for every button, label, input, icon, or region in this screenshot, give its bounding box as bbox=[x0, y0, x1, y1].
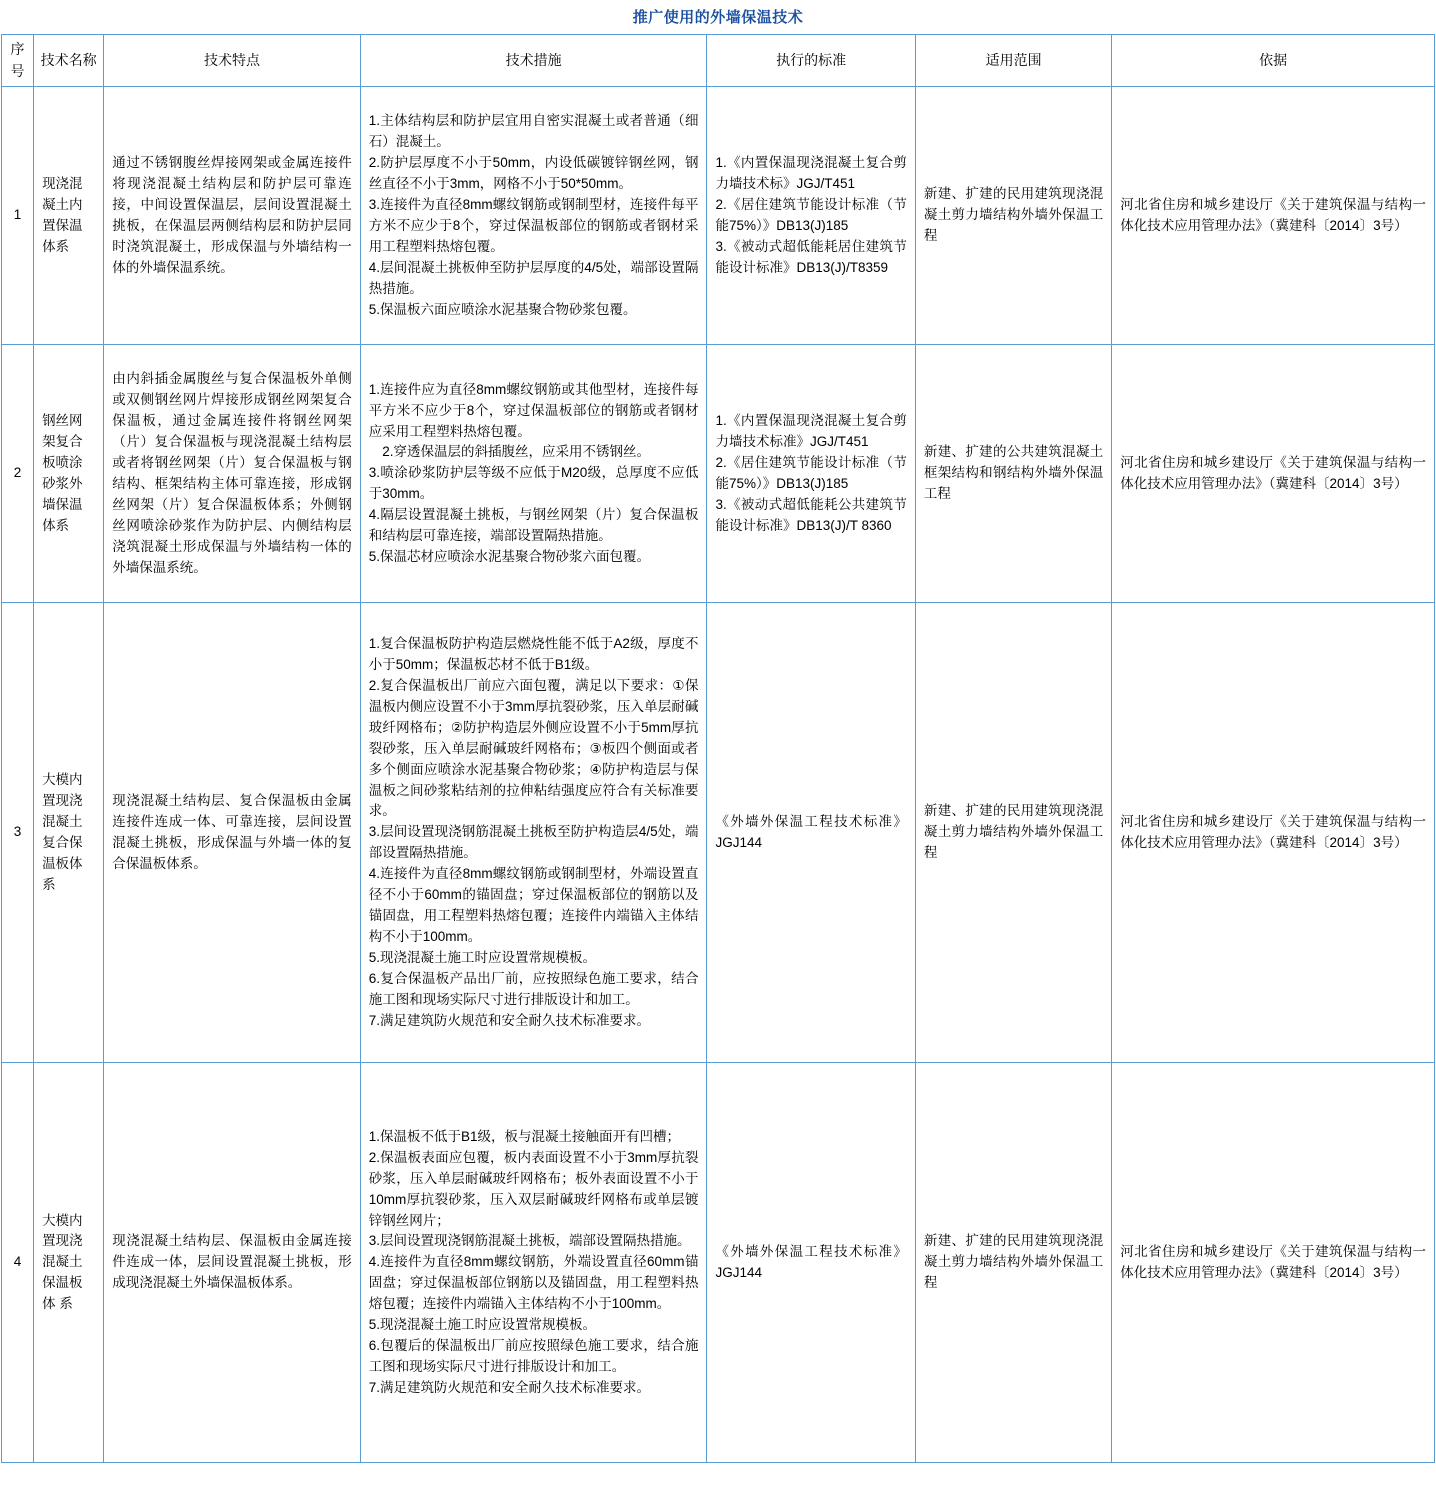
text-line: 3.喷涂砂浆防护层等级不应低于M20级，总厚度不应低于30mm。 bbox=[368, 465, 699, 502]
row-scope: 新建、扩建的民用建筑现浇混凝土剪力墙结构外墙外保温工程 bbox=[915, 87, 1111, 345]
row-tech-name: 大模内置现浇混凝土保温板体 系 bbox=[34, 1063, 104, 1463]
row-basis: 河北省住房和城乡建设厅《关于建筑保温与结构一体化技术应用管理办法》（冀建科〔2014〕3号） bbox=[1112, 1063, 1435, 1463]
text-line: 1.《内置保温现浇混凝土复合剪力墙技术标》JGJ/T451 bbox=[715, 155, 907, 192]
row-tech-features: 由内斜插金属腹丝与复合保温板外单侧或双侧钢丝网片焊接形成钢丝网架复合保温板，通过金属连接件将钢丝网架（片）复合保温板与现浇混凝土结构层或者将钢丝网架（片）复合保温板与钢结构、框架结构主体可靠连接，形成钢丝网架（片）复合保温板体系；外侧钢丝网喷涂砂浆作为防护层、内侧结构层浇筑混凝土形成保温与外墙结构一体的外墙保温系统。 bbox=[104, 345, 361, 603]
column-header-standards: 执行的标准 bbox=[707, 35, 915, 87]
table-row bbox=[2, 345, 1435, 603]
text-line: 3.《被动式超低能耗居住建筑节能设计标准》DB13(J)/T8359 bbox=[715, 238, 907, 275]
row-no: 3 bbox=[2, 603, 34, 1063]
text-line: 3.《被动式超低能耗公共建筑节能设计标准》DB13(J)/T 8360 bbox=[715, 496, 907, 533]
text-line: 《外墙外保温工程技术标准》JGJ144 bbox=[715, 813, 907, 850]
text-line: 1.《内置保温现浇混凝土复合剪力墙技术标准》JGJ/T451 bbox=[715, 413, 907, 450]
text-line: 6.复合保温板产品出厂前，应按照绿色施工要求，结合施工图和现场实际尺寸进行排版设计和加工。 bbox=[368, 970, 699, 1007]
row-tech-features: 通过不锈钢腹丝焊接网架或金属连接件将现浇混凝土结构层和防护层可靠连接，中间设置保温层，层间设置混凝土挑板，在保温层两侧结构层和防护层同时浇筑混凝土，形成保温与外墙结构一体的外墙保温系统。 bbox=[104, 87, 361, 345]
table-header-row bbox=[2, 35, 1435, 87]
text-line: 5.保温板六面应喷涂水泥基聚合物砂浆包覆。 bbox=[368, 301, 637, 317]
row-standards bbox=[707, 345, 915, 603]
text-line: 3.连接件为直径8mm螺纹钢筋或钢制型材，连接件每平方米不应少于8个，穿过保温板部位的钢筋或者钢材采用工程塑料热熔包覆。 bbox=[368, 196, 699, 254]
text-line: 4.隔层设置混凝土挑板，与钢丝网架（片）复合保温板和结构层可靠连接，端部设置隔热措施。 bbox=[368, 507, 699, 544]
technology-table bbox=[1, 34, 1435, 1463]
text-line: 2.复合保温板出厂前应六面包覆，满足以下要求：①保温板内侧应设置不小于3mm厚抗裂砂浆，压入单层耐碱玻纤网格布；②防护构造层外侧应设置不小于5mm厚抗裂砂浆，压入单层耐碱玻纤网格布；③板四个侧面或者多个侧面应喷涂水泥基聚合物砂浆；④防护构造层与保温板之间砂浆粘结剂的拉伸粘结强度应符合有关标准要求。 bbox=[368, 677, 699, 819]
row-no: 4 bbox=[2, 1063, 34, 1463]
text-line: 1.保温板不低于B1级，板与混凝土接触面开有凹槽； bbox=[368, 1128, 681, 1144]
text-line: 7.满足建筑防火规范和安全耐久技术标准要求。 bbox=[368, 1379, 650, 1395]
text-line: 2.防护层厚度不小于50mm，内设低碳镀锌钢丝网，钢丝直径不小于3mm，网格不小于50*50mm。 bbox=[368, 155, 699, 192]
column-header-basis: 依据 bbox=[1112, 35, 1435, 87]
row-standards bbox=[707, 1063, 915, 1463]
table-body bbox=[2, 87, 1435, 1463]
row-tech-measures bbox=[360, 1063, 707, 1463]
text-line: 5.保温芯材应喷涂水泥基聚合物砂浆六面包覆。 bbox=[368, 549, 650, 565]
row-no: 1 bbox=[2, 87, 34, 345]
row-basis: 河北省住房和城乡建设厅《关于建筑保温与结构一体化技术应用管理办法》（冀建科〔2014〕3号） bbox=[1112, 345, 1435, 603]
row-no: 2 bbox=[2, 345, 34, 603]
text-line: 5.现浇混凝土施工时应设置常规模板。 bbox=[368, 1317, 596, 1333]
table-header bbox=[2, 35, 1435, 87]
text-line: 2.《居住建筑节能设计标准（节能75%）》DB13(J)185 bbox=[715, 454, 907, 491]
text-line: 3.层间设置现浇钢筋混凝土挑板至防护构造层4/5处，端部设置隔热措施。 bbox=[368, 824, 699, 861]
row-tech-features: 现浇混凝土结构层、复合保温板由金属连接件连成一体、可靠连接，层间设置混凝土挑板，形成保温与外墙一体的复合保温板体系。 bbox=[104, 603, 361, 1063]
text-line: 4.层间混凝土挑板伸至防护层厚度的4/5处，端部设置隔热措施。 bbox=[368, 259, 699, 296]
row-tech-features: 现浇混凝土结构层、保温板由金属连接件连成一体，层间设置混凝土挑板，形成现浇混凝土外墙保温板体系。 bbox=[104, 1063, 361, 1463]
text-line: 7.满足建筑防火规范和安全耐久技术标准要求。 bbox=[368, 1012, 650, 1028]
row-scope: 新建、扩建的民用建筑现浇混凝土剪力墙结构外墙外保温工程 bbox=[915, 603, 1111, 1063]
text-line: 《外墙外保温工程技术标准》JGJ144 bbox=[715, 1243, 907, 1280]
text-line: 4.连接件为直径8mm螺纹钢筋或钢制型材，外端设置直径不小于60mm的锚固盘；穿过保温板部位的钢筋以及锚固盘，用工程塑料热熔包覆；连接件内端锚入主体结构不小于100mm。 bbox=[368, 866, 699, 945]
row-tech-name: 钢丝网架复合板喷涂砂浆外墙保温体系 bbox=[34, 345, 104, 603]
table-row bbox=[2, 87, 1435, 345]
text-line: 2.保温板表面应包覆，板内表面设置不小于3mm厚抗裂砂浆，压入单层耐碱玻纤网格布；板外表面设置不小于10mm厚抗裂砂浆，压入双层耐碱玻纤网格布或单层镀锌钢丝网片； bbox=[368, 1149, 699, 1228]
text-line: 3.层间设置现浇钢筋混凝土挑板，端部设置隔热措施。 bbox=[368, 1233, 691, 1249]
text-line: 2.穿透保温层的斜插腹丝，应采用不锈钢丝。 bbox=[368, 444, 650, 460]
page-title: 推广使用的外墙保温技术 bbox=[632, 9, 804, 26]
column-header-features: 技术特点 bbox=[104, 35, 361, 87]
row-basis: 河北省住房和城乡建设厅《关于建筑保温与结构一体化技术应用管理办法》（冀建科〔2014〕3号） bbox=[1112, 87, 1435, 345]
row-standards bbox=[707, 603, 915, 1063]
text-line: 2.《居住建筑节能设计标准（节能75%）》DB13(J)185 bbox=[715, 196, 907, 233]
row-basis: 河北省住房和城乡建设厅《关于建筑保温与结构一体化技术应用管理办法》（冀建科〔2014〕3号） bbox=[1112, 603, 1435, 1063]
text-line: 6.包覆后的保温板出厂前应按照绿色施工要求，结合施工图和现场实际尺寸进行排版设计和加工。 bbox=[368, 1338, 699, 1375]
text-line: 1.主体结构层和防护层宜用自密实混凝土或者普通（细石）混凝土。 bbox=[368, 113, 699, 150]
row-tech-measures bbox=[360, 87, 707, 345]
column-header-measures: 技术措施 bbox=[360, 35, 707, 87]
row-tech-measures bbox=[360, 345, 707, 603]
row-scope: 新建、扩建的公共建筑混凝土框架结构和钢结构外墙外保温工程 bbox=[915, 345, 1111, 603]
row-tech-name: 现浇混凝土内置保温体系 bbox=[34, 87, 104, 345]
table-row bbox=[2, 603, 1435, 1063]
text-line: 1.复合保温板防护构造层燃烧性能不低于A2级，厚度不小于50mm；保温板芯材不低于B1级。 bbox=[368, 636, 699, 673]
row-tech-measures bbox=[360, 603, 707, 1063]
row-standards bbox=[707, 87, 915, 345]
column-header-name: 技术名称 bbox=[34, 35, 104, 87]
column-header-no: 序号 bbox=[2, 35, 34, 87]
column-header-scope: 适用范围 bbox=[915, 35, 1111, 87]
row-scope: 新建、扩建的民用建筑现浇混凝土剪力墙结构外墙外保温工程 bbox=[915, 1063, 1111, 1463]
table-row bbox=[2, 1063, 1435, 1463]
text-line: 1.连接件应为直径8mm螺纹钢筋或其他型材，连接件每平方米不应少于8个，穿过保温板部位的钢筋或者钢材应采用工程塑料热熔包覆。 bbox=[368, 381, 699, 439]
text-line: 5.现浇混凝土施工时应设置常规模板。 bbox=[368, 949, 596, 965]
row-tech-name: 大模内置现浇混凝土复合保温板体系 bbox=[34, 603, 104, 1063]
text-line: 4.连接件为直径8mm螺纹钢筋，外端设置直径60mm锚固盘；穿过保温板部位钢筋以及锚固盘，用工程塑料热熔包覆；连接件内端锚入主体结构不小于100mm。 bbox=[368, 1254, 699, 1312]
